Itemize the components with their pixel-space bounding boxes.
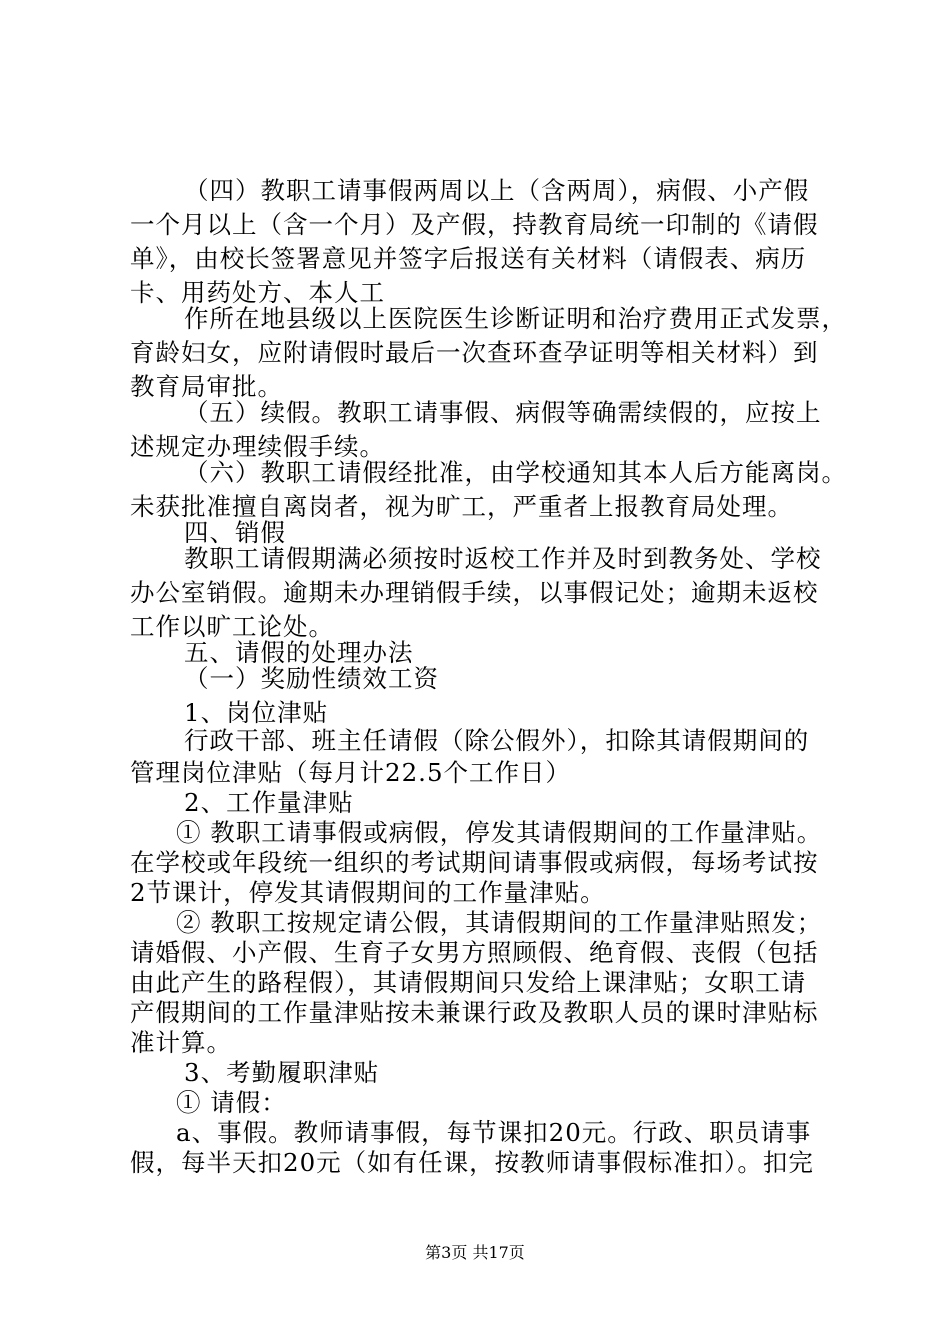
- text-line: ② 教职工按规定请公假，其请假期间的工作量津贴照发；: [176, 908, 823, 937]
- text-line: 卡、用药处方、本人工: [130, 278, 385, 307]
- page-number: 第3页 共17页: [425, 1243, 525, 1262]
- text-line: 在学校或年段统一组织的考试期间请事假或病假，每场考试按: [130, 848, 819, 877]
- text-line: 一个月以上（含一个月）及产假，持教育局统一印制的《请假: [130, 210, 819, 239]
- text-line: 由此产生的路程假），其请假期间只发给上课津贴；女职工请: [130, 968, 807, 997]
- text-line: 述规定办理续假手续。: [130, 432, 385, 461]
- text-line: 办公室销假。逾期未办理销假手续，以事假记处；逾期未返校: [130, 578, 819, 607]
- text-line: a、事假。教师请事假，每节课扣20元。行政、职员请事: [176, 1118, 812, 1147]
- text-line: 育龄妇女，应附请假时最后一次查环查孕证明等相关材料）到: [130, 338, 819, 367]
- text-line: 未获批准擅自离岗者，视为旷工，严重者上报教育局处理。: [130, 492, 793, 521]
- text-line: ① 请假：: [176, 1088, 287, 1117]
- text-line: 2节课计，停发其请假期间的工作量津贴。: [130, 878, 606, 907]
- text-line: （五）续假。教职工请事假、病假等确需续假的，应按上: [184, 398, 822, 427]
- text-line: 假，每半天扣20元（如有任课，按教师请事假标准扣）。扣完: [130, 1148, 814, 1177]
- text-line: 准计算。: [130, 1028, 232, 1057]
- text-line: 单》，由校长签署意见并签字后报送有关材料（请假表、病历: [130, 244, 807, 273]
- text-line: 管理岗位津贴（每月计22.5个工作日）: [130, 758, 572, 787]
- text-line: 作所在地县级以上医院医生诊断证明和治疗费用正式发票，: [184, 304, 847, 333]
- text-line: 请婚假、小产假、生育子女男方照顾假、绝育假、丧假（包括: [130, 938, 819, 967]
- subsection-heading: 1、岗位津贴: [184, 698, 329, 727]
- text-line: 工作以旷工论处。: [130, 612, 334, 641]
- text-line: 教职工请假期满必须按时返校工作并及时到教务处、学校: [184, 544, 822, 573]
- subsection-heading: 3、考勤履职津贴: [184, 1058, 380, 1087]
- subsection-heading: 2、工作量津贴: [184, 788, 354, 817]
- subsection-heading: （一）奖励性绩效工资: [184, 664, 439, 693]
- text-line: ① 教职工请事假或病假，停发其请假期间的工作量津贴。: [176, 818, 823, 847]
- text-line: 教育局审批。: [130, 372, 283, 401]
- text-line: （六）教职工请假经批准，由学校通知其本人后方能离岗。: [184, 458, 847, 487]
- text-line: 产假期间的工作量津贴按未兼课行政及教职人员的课时津贴标: [130, 998, 819, 1027]
- section-heading: 四、销假: [184, 518, 286, 547]
- text-line: 行政干部、班主任请假（除公假外），扣除其请假期间的: [184, 726, 810, 755]
- text-line: （四）教职工请事假两周以上（含两周），病假、小产假: [184, 176, 810, 205]
- section-heading: 五、请假的处理办法: [184, 638, 414, 667]
